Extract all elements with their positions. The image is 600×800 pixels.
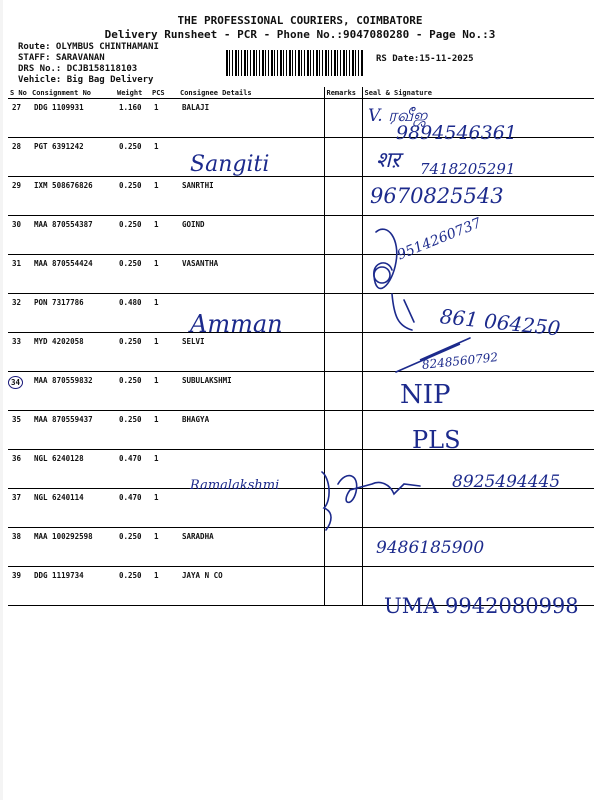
cell-consignment: NGL 6240114 [30,489,115,528]
cell-weight: 0.470 [115,450,150,489]
handwritten-signature: Ramalakshmi [190,478,280,493]
cell-pcs: 1 [150,138,178,177]
cell-consignee: GOIND [178,216,324,255]
cell-pcs: 1 [150,567,178,606]
cell-sno: 38 [8,528,30,567]
cell-weight: 0.250 [115,255,150,294]
cell-weight: 0.250 [115,216,150,255]
signature-scribble-icon: शऱ [376,148,400,173]
col-header-weight: Weight [115,87,150,99]
cell-consignment: MYD 4202058 [30,333,115,372]
handwritten-phone: 8248560792 [421,350,499,372]
cell-pcs: 1 [150,333,178,372]
cell-weight: 0.250 [115,567,150,606]
col-header-remarks: Remarks [324,87,362,99]
signature-scribble-icon [374,229,397,288]
cell-weight: 0.480 [115,294,150,333]
handwritten-signature: Sangiti [190,152,270,177]
cell-sno: 33 [8,333,30,372]
signature-scribble-icon [338,476,420,503]
cell-sno: 35 [8,411,30,450]
col-header-signature: Seal & Signature [362,87,594,99]
circled-mark-icon [374,267,390,283]
cell-weight: 1.160 [115,99,150,138]
cell-sno: 37 [8,489,30,528]
handwritten-signature: V. ரவீஜ [368,106,428,126]
handwritten-remark: PLS [412,426,461,454]
cell-pcs: 1 [150,528,178,567]
col-header-pcs: PCS [150,87,178,99]
handwritten-phone: 8925494445 [452,472,561,492]
runsheet-subtitle: Delivery Runsheet - PCR - Phone No.:9047080280 - Page No.:3 [104,28,496,41]
cell-sno: 29 [8,177,30,216]
cell-consignee: VASANTHA [178,255,324,294]
col-header-consignment: Consignment No [30,87,115,99]
cell-sno: 28 [8,138,30,177]
cell-consignee: SUBULAKSHMI [178,372,324,411]
cell-consignee: SARADHA [178,528,324,567]
cell-weight: 0.250 [115,177,150,216]
cell-weight: 0.250 [115,333,150,372]
route-label: Route: OLYMBUS CHINTHAMANI [18,42,159,52]
cell-consignment: MAA 870559437 [30,411,115,450]
cell-pcs: 1 [150,294,178,333]
cell-sno: 30 [8,216,30,255]
cell-consignment: IXM 508676826 [30,177,115,216]
col-header-sno: S No [8,87,30,99]
cell-pcs: 1 [150,177,178,216]
cell-pcs: 1 [150,489,178,528]
cell-sno: 27 [8,99,30,138]
cell-consignment: MAA 100292598 [30,528,115,567]
handwritten-phone: 9670825543 [370,184,504,208]
cell-consignee: SELVI [178,333,324,372]
cell-consignee: BHAGYA [178,411,324,450]
handwritten-phone: 9486185900 [376,538,485,558]
cell-consignment: PGT 6391242 [30,138,115,177]
signature-scribble-icon [396,338,470,372]
cell-consignee: JAYA N CO [178,567,324,606]
cell-pcs: 1 [150,255,178,294]
handwritten-remark: NIP [400,380,451,410]
cell-consignment: DDG 1109931 [30,99,115,138]
circled-sno: 34 [8,376,23,389]
handwritten-signature: Amman [190,310,283,338]
cell-weight: 0.250 [115,138,150,177]
rs-date: RS Date:15-11-2025 [376,54,474,64]
cell-pcs: 1 [150,411,178,450]
cell-consignment: PON 7317786 [30,294,115,333]
cell-weight: 0.250 [115,372,150,411]
handwritten-phone: 861 064250 [438,304,562,341]
cell-weight: 0.470 [115,489,150,528]
vehicle-label: Vehicle: Big Bag Delivery [18,75,154,85]
cell-pcs: 1 [150,372,178,411]
cell-consignment: MAA 870554387 [30,216,115,255]
handwritten-phone: 9514260737 [395,215,484,264]
cell-weight: 0.250 [115,411,150,450]
signature-scribble-icon [322,472,331,530]
staff-label: STAFF: SARAVANAN [18,53,105,63]
cell-pcs: 1 [150,450,178,489]
drs-number: DRS No.: DCJB158118103 [18,64,138,74]
cell-consignment: MAA 870559832 [30,372,115,411]
cell-sno: 39 [8,567,30,606]
handwritten-phone: UMA 9942080998 [384,594,579,618]
company-title: THE PROFESSIONAL COURIERS, COIMBATORE [177,14,423,27]
cell-sno: 32 [8,294,30,333]
cell-consignee: SANRTHI [178,177,324,216]
handwritten-phone: 9894546361 [396,122,517,144]
col-header-consignee: Consignee Details [178,87,324,99]
cell-sno: 36 [8,450,30,489]
handwritten-phone: 7418205291 [420,160,516,178]
cell-consignment: NGL 6240128 [30,450,115,489]
cell-pcs: 1 [150,216,178,255]
cell-sno: 31 [8,255,30,294]
cell-weight: 0.250 [115,528,150,567]
cell-consignee: BALAJI [178,99,324,138]
cell-consignment: MAA 870554424 [30,255,115,294]
signature-scribble-icon [392,294,414,330]
cell-consignment: DDG 1119734 [30,567,115,606]
cell-pcs: 1 [150,99,178,138]
